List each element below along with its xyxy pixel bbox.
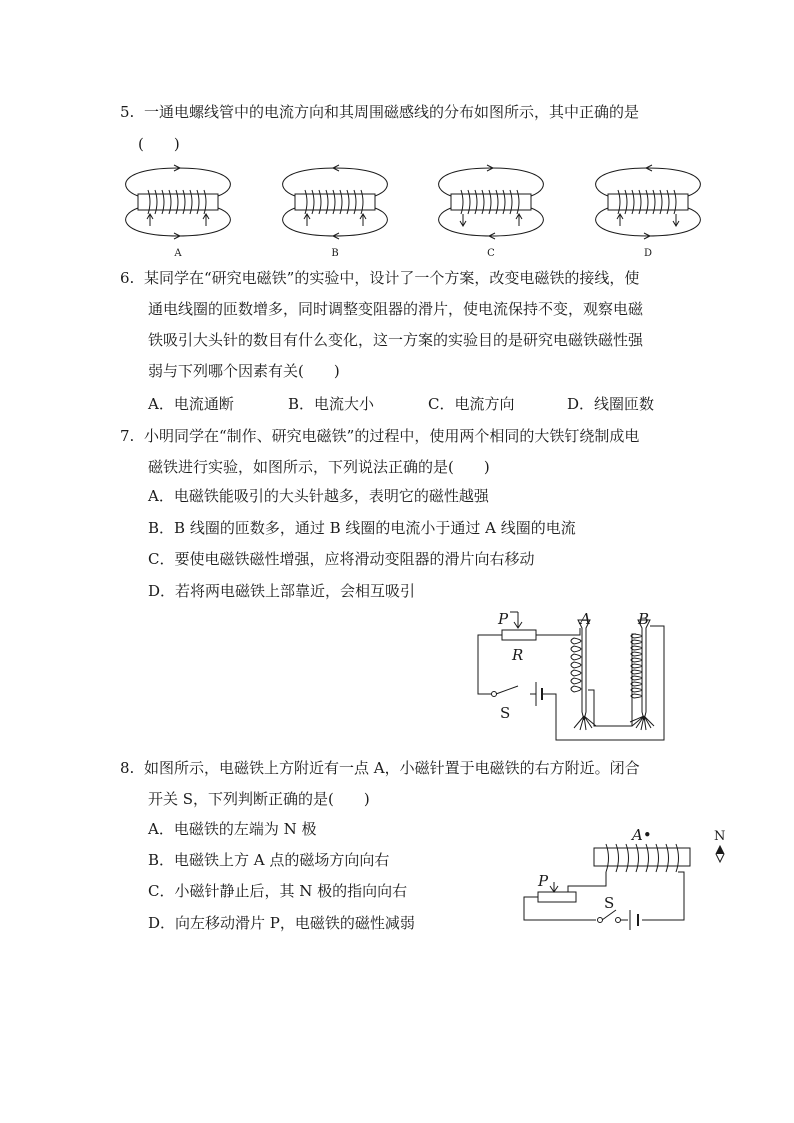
q8-line-2: 开关 S，下列判断正确的是( ) — [148, 790, 370, 808]
q5-label-b: B — [331, 248, 339, 259]
q6-line-3: 铁吸引大头针的数目有什么变化，这一方案的实验目的是研究电磁铁磁性强 — [148, 331, 644, 349]
q6-number: 6. — [120, 269, 135, 287]
q8-option-a: A．电磁铁的左端为 N 极 — [148, 820, 317, 838]
q7-option-c: C．要使电磁铁磁性增强，应将滑动变阻器的滑片向右移动 — [148, 550, 535, 568]
q5-number: 5. — [120, 103, 135, 121]
q7-label-s: S — [500, 704, 511, 722]
q5-label-d: D — [643, 248, 653, 259]
q7-label-a: A — [580, 610, 591, 628]
q8-label-p: P — [538, 872, 549, 890]
q5-figure-a — [126, 165, 231, 239]
q7-line-1: 小明同学在“制作、研究电磁铁”的过程中，使用两个相同的大铁钉绕制成电 — [144, 427, 640, 445]
q8-label-a: A• — [632, 826, 652, 844]
q7-label-p: P — [498, 610, 509, 628]
q8-option-b: B．电磁铁上方 A 点的磁场方向向右 — [148, 851, 390, 869]
q7-circuit-figure — [470, 608, 690, 748]
q5-figure-b — [283, 165, 388, 239]
q8-electromagnet-figure — [518, 820, 738, 940]
q7-option-d: D．若将两电磁铁上部靠近，会相互吸引 — [148, 582, 416, 600]
q5-figure-d — [596, 165, 701, 239]
q8-label-n: N — [714, 829, 726, 844]
q6-option-b: B．电流大小 — [288, 395, 375, 413]
q7-option-a: A．电磁铁能吸引的大头针越多，表明它的磁性越强 — [148, 487, 489, 505]
q6-line-4: 弱与下列哪个因素有关( ) — [148, 362, 340, 380]
q5-solenoid-figures — [0, 160, 794, 260]
q5-figure-c — [439, 165, 544, 239]
q6-option-c: C．电流方向 — [428, 395, 515, 413]
q5-label-a: A — [174, 248, 182, 259]
q8-option-d: D．向左移动滑片 P，电磁铁的磁性减弱 — [148, 914, 415, 932]
q8-option-c: C．小磁针静止后，其 N 极的指向向右 — [148, 882, 408, 900]
q7-label-r: R — [512, 646, 524, 664]
q5-text: 一通电螺线管中的电流方向和其周围磁感线的分布如图所示，其中正确的是 — [144, 103, 640, 121]
q5-label-c: C — [487, 248, 495, 259]
q6-line-1: 某同学在“研究电磁铁”的实验中，设计了一个方案，改变电磁铁的接线，使 — [144, 269, 640, 287]
q8-line-1: 如图所示，电磁铁上方附近有一点 A，小磁针置于电磁铁的右方附近。闭合 — [144, 759, 640, 777]
q7-number: 7. — [120, 427, 135, 445]
q5-answer-blank: ( ) — [138, 135, 180, 153]
q6-option-a: A．电流通断 — [148, 395, 234, 413]
q7-label-b: B — [638, 610, 650, 628]
q8-number: 8. — [120, 759, 135, 777]
q6-line-2: 通电线圈的匝数增多，同时调整变阻器的滑片，使电流保持不变，观察电磁 — [148, 300, 644, 318]
q8-label-s: S — [604, 894, 615, 912]
q6-option-d: D．线圈匝数 — [567, 395, 655, 413]
q7-line-2: 磁铁进行实验，如图所示，下列说法正确的是( ) — [148, 458, 490, 476]
q7-option-b: B．B 线圈的匝数多，通过 B 线圈的电流小于通过 A 线圈的电流 — [148, 519, 576, 537]
